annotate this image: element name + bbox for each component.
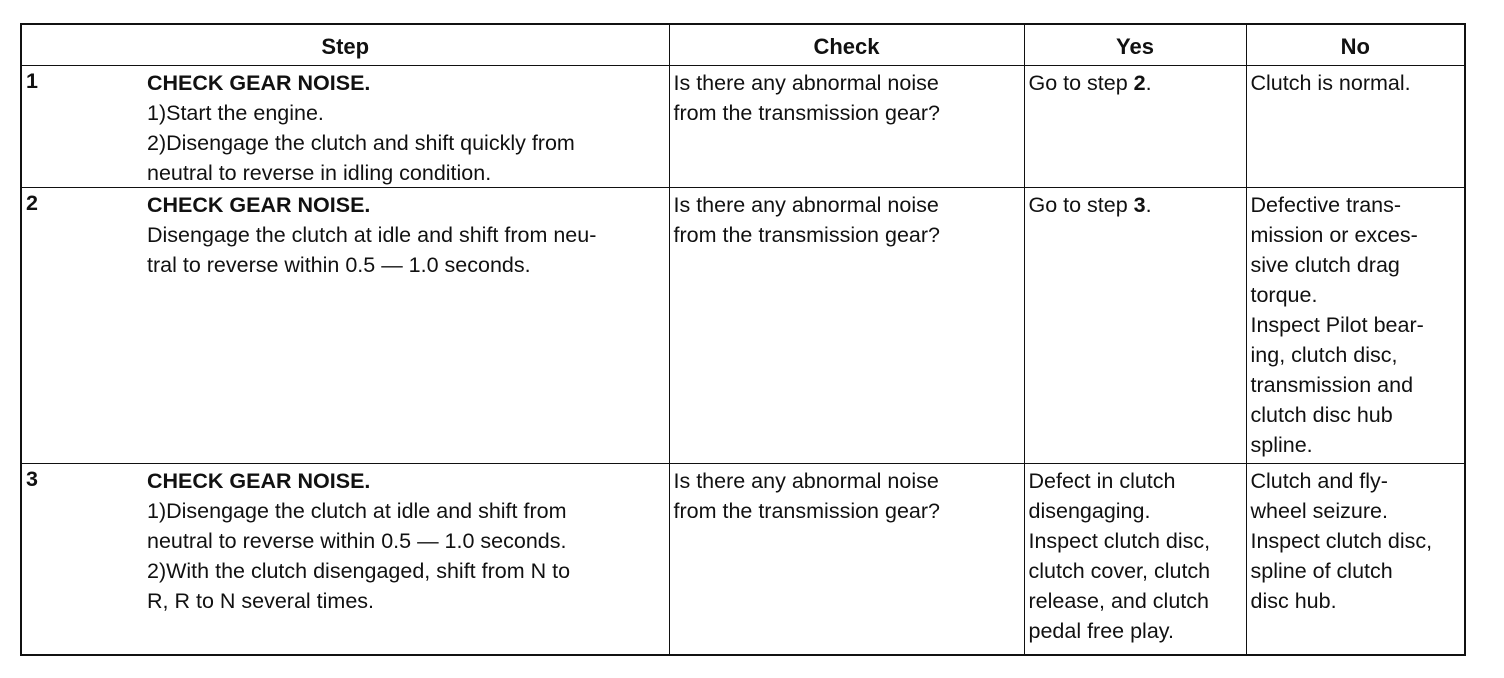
yes-line: disengaging. (1028, 499, 1151, 523)
check-text (670, 188, 1024, 250)
step-line: 2)With the clutch disengaged, shift from N to (147, 559, 571, 583)
yes-line: Defect in clutch (1028, 469, 1176, 493)
no-line: spline. (1250, 433, 1313, 457)
step-line: tral to reverse within 0.5 — 1.0 seconds. (147, 253, 531, 277)
check-cell (669, 188, 1024, 464)
yes-line: Inspect clutch disc, (1028, 529, 1211, 553)
check-line: from the transmission gear? (673, 101, 940, 125)
diagnosis-table (20, 23, 1466, 656)
header-check: Check (669, 24, 1024, 66)
no-line: Clutch is normal. (1250, 71, 1411, 95)
yes-cell (1024, 188, 1246, 464)
no-cell (1246, 464, 1465, 655)
yes-suffix: . (1145, 193, 1152, 217)
no-line: disc hub. (1250, 589, 1337, 613)
no-line: sive clutch drag (1250, 253, 1400, 277)
step-title: CHECK GEAR NOISE. (147, 469, 371, 493)
check-line: Is there any abnormal noise (673, 469, 939, 493)
header-step: Step (21, 24, 669, 66)
step-title: CHECK GEAR NOISE. (147, 71, 371, 95)
no-line: transmission and (1250, 373, 1414, 397)
no-line: Inspect clutch disc, (1250, 529, 1433, 553)
no-cell (1246, 188, 1465, 464)
header-row (21, 24, 1465, 66)
yes-text (1025, 66, 1246, 98)
header-yes: Yes (1024, 24, 1246, 66)
no-line: spline of clutch (1250, 559, 1393, 583)
no-line: Defective trans- (1250, 193, 1402, 217)
yes-step-number: 3 (1133, 193, 1146, 217)
no-line: clutch disc hub (1250, 403, 1393, 427)
yes-cell (1024, 464, 1246, 655)
table-row (21, 66, 1465, 188)
no-line: ing, clutch disc, (1250, 343, 1398, 367)
step-line: 1)Start the engine. (147, 101, 324, 125)
yes-suffix: . (1145, 71, 1152, 95)
yes-text (1025, 188, 1246, 220)
table-row (21, 464, 1465, 655)
check-line: Is there any abnormal noise (673, 193, 939, 217)
check-cell (669, 464, 1024, 655)
no-line: mission or exces- (1250, 223, 1418, 247)
no-text (1247, 188, 1465, 460)
yes-text (1025, 464, 1246, 646)
check-text (670, 464, 1024, 526)
step-line: 1)Disengage the clutch at idle and shift from (147, 499, 567, 523)
check-line: from the transmission gear? (673, 223, 940, 247)
yes-cell (1024, 66, 1246, 188)
check-line: Is there any abnormal noise (673, 71, 939, 95)
step-number: 2 (26, 191, 38, 215)
no-line: wheel seizure. (1250, 499, 1388, 523)
step-cell (21, 66, 669, 188)
step-line: neutral to reverse in idling condition. (147, 161, 492, 185)
header-no: No (1246, 24, 1465, 66)
no-line: Inspect Pilot bear- (1250, 313, 1424, 337)
no-line: torque. (1250, 283, 1318, 307)
step-title: CHECK GEAR NOISE. (147, 193, 371, 217)
yes-prefix: Go to step (1028, 71, 1134, 95)
step-number: 3 (26, 467, 38, 491)
step-line: Disengage the clutch at idle and shift from neu- (147, 223, 597, 247)
yes-line: pedal free play. (1028, 619, 1174, 643)
check-line: from the transmission gear? (673, 499, 940, 523)
no-line: Clutch and fly- (1250, 469, 1388, 493)
yes-line: clutch cover, clutch (1028, 559, 1211, 583)
step-line: neutral to reverse within 0.5 — 1.0 seconds. (147, 529, 567, 553)
yes-step-number: 2 (1133, 71, 1146, 95)
step-number: 1 (26, 69, 38, 93)
no-text (1247, 464, 1465, 616)
no-cell (1246, 66, 1465, 188)
check-text (670, 66, 1024, 128)
no-text (1247, 66, 1465, 98)
step-line: 2)Disengage the clutch and shift quickly from (147, 131, 575, 155)
yes-prefix: Go to step (1028, 193, 1134, 217)
step-cell (21, 464, 669, 655)
table-row (21, 188, 1465, 464)
yes-line: release, and clutch (1028, 589, 1209, 613)
step-line: R, R to N several times. (147, 589, 374, 613)
step-cell (21, 188, 669, 464)
check-cell (669, 66, 1024, 188)
